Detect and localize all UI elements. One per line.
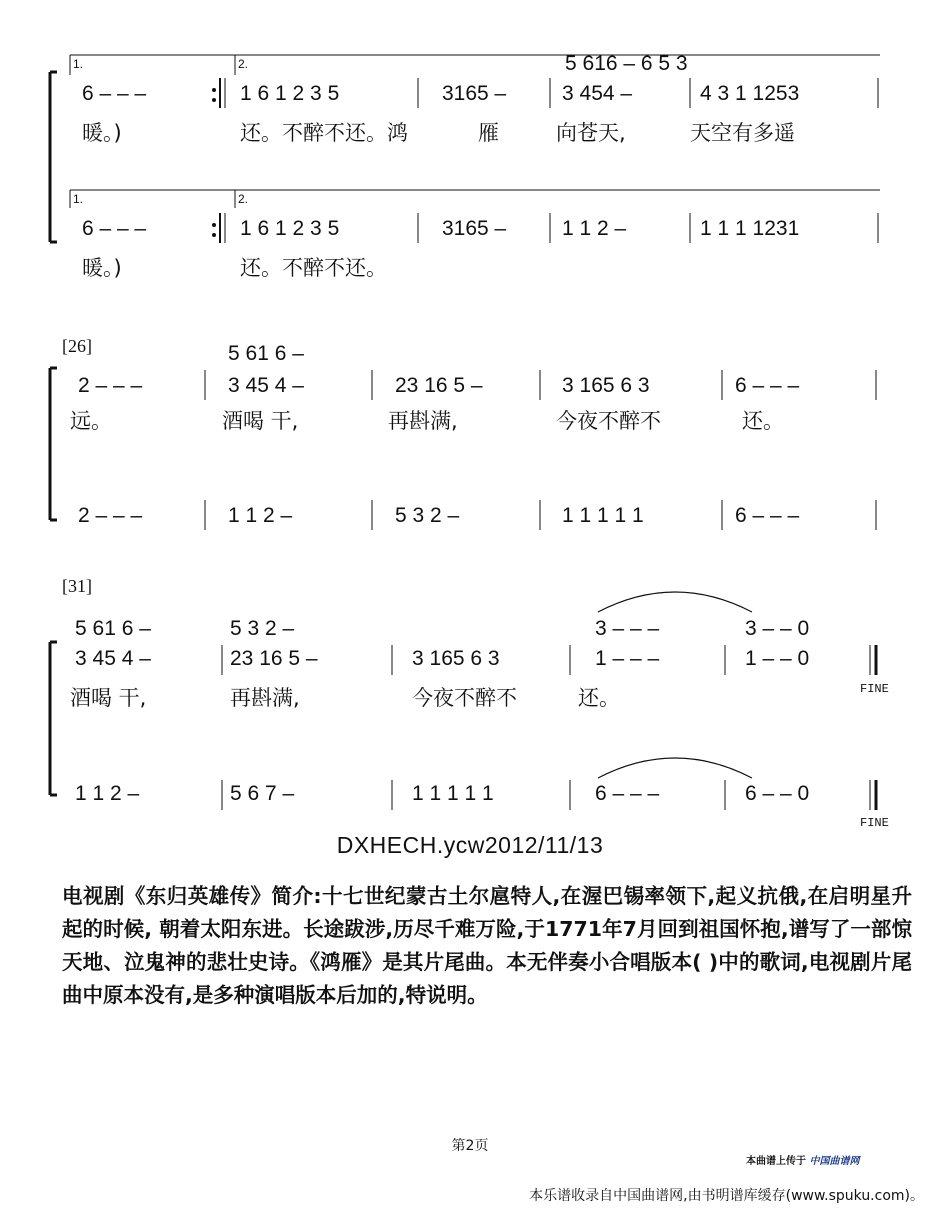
upper-top-notes-m2: 5 3 2 – [230, 617, 295, 640]
upper-notes-m5: 6 – – – [735, 374, 800, 397]
volta-1-label: 1. [73, 57, 84, 71]
measure-number-26: [26] [62, 336, 92, 356]
upper-lyrics-m4: 今夜不醉不 [556, 409, 661, 433]
upper-notes-m2: 23 16 5 – [230, 647, 318, 670]
upper-notes-m1: 3 45 4 – [75, 647, 151, 670]
system-bracket [50, 368, 57, 520]
page-number: 第2页 [451, 1138, 489, 1154]
lower-lyrics-m1: 暖。) [82, 256, 122, 280]
lower-notes-m2: 1 1 2 – [228, 504, 293, 527]
arranger-signature: DXHECH.ycw2012/11/13 [336, 832, 604, 858]
upper-lyrics-m5: 还。 [742, 409, 784, 433]
lower-lyrics-m2: 还。不醉不还。 [240, 256, 387, 280]
repeat-barline-lower [212, 213, 225, 243]
volta-2-label-lower: 2. [238, 192, 249, 206]
lower-notes-m2: 5 6 7 – [230, 782, 295, 805]
upper-lyrics-m2: 还。不醉不还。鸿 [240, 121, 408, 145]
upper-notes-m3: 3 165 6 3 [412, 647, 500, 670]
lower-notes-m3: 5 3 2 – [395, 504, 460, 527]
upper-notes-m4: 3 454 – [562, 82, 633, 105]
lower-notes-m1: 6 – – – [82, 217, 147, 240]
lower-notes-m1: 1 1 2 – [75, 782, 140, 805]
lower-notes-m2: 1 6 1 2 3 5 [240, 217, 340, 240]
upper-notes-m1: 6 – – – [82, 82, 147, 105]
upper-notes-m4: 3 165 6 3 [562, 374, 650, 397]
upper-notes-m2: 1 6 1 2 3 5 [240, 82, 340, 105]
upper-lyrics-m2: 酒喝 干, [222, 409, 299, 433]
lower-notes-m4: 1 1 2 – [562, 217, 627, 240]
lower-notes-m3: 1 1 1 1 1 [412, 782, 494, 805]
upper-top-notes: 5 61 6 – [228, 342, 304, 365]
lower-notes-m4: 1 1 1 1 1 [562, 504, 644, 527]
upper-top-notes-m5: 3 – – 0 [745, 617, 810, 640]
upper-lyrics-m4: 还。 [578, 686, 620, 710]
lower-notes-m3: 3165 – [442, 217, 507, 240]
tie-arc-lower [598, 758, 752, 778]
upper-lyrics-m2: 再斟满, [230, 686, 300, 710]
intro-paragraph: 电视剧《东归英雄传》简介:十七世纪蒙古土尔扈特人,在渥巴锡率领下,起义抗俄,在启明星升起的时候, 朝着太阳东进。长途跋涉,历尽千难万险,于1771年7月回到祖国怀抱,谱写了一部惊天地、泣鬼神的悲壮史诗。《鸿雁》是其片尾曲。本无伴奏小合唱版本( )中的歌词,电视剧片尾曲中原本没有,是多种演唱版本后加的,特说明。 [62, 884, 912, 1007]
upper-lyrics-m3: 今夜不醉不 [412, 686, 517, 710]
fine-mark: FINE [860, 682, 889, 696]
upper-notes-m5: 4 3 1 1253 [700, 82, 800, 105]
upper-notes-m5: 1 – – 0 [745, 647, 810, 670]
final-barline-lower [870, 780, 876, 810]
upload-note [746, 1152, 859, 1167]
upper-notes-m2: 3 45 4 – [228, 374, 304, 397]
lower-notes-m5: 6 – – 0 [745, 782, 810, 805]
system-1 [50, 52, 880, 280]
tie-arc [598, 592, 752, 612]
system-bracket [50, 72, 57, 242]
upper-lyrics-m5: 天空有多遥 [690, 121, 795, 145]
system-bracket [50, 642, 57, 795]
upper-lyrics-m1: 暖。) [82, 121, 122, 145]
upper-notes-m1: 2 – – – [78, 374, 143, 397]
upper-lyrics-m3: 再斟满, [388, 409, 458, 433]
lower-notes-m4: 6 – – – [595, 782, 660, 805]
system-2 [50, 336, 876, 530]
lower-notes-m5: 6 – – – [735, 504, 800, 527]
measure-number-31: [31] [62, 576, 92, 596]
upper-notes-m3: 3165 – [442, 82, 507, 105]
upper-notes-m3: 23 16 5 – [395, 374, 483, 397]
upper-top-notes-m4: 3 – – – [595, 617, 660, 640]
final-barline [870, 645, 876, 675]
upper-lyrics-m1: 远。 [70, 409, 112, 433]
footer-source: 本乐谱收录自中国曲谱网,由书明谱库缓存(www.spuku.com)。 [529, 1188, 924, 1204]
lower-notes-m5: 1 1 1 1231 [700, 217, 800, 240]
system-3 [50, 576, 889, 830]
upload-note-text: 本曲谱上传于 [746, 1156, 806, 1167]
upper-notes-m4: 1 – – – [595, 647, 660, 670]
volta-1-label-lower: 1. [73, 192, 84, 206]
upper-lyrics-m3: 雁 [478, 121, 499, 145]
upper-lyrics-m1: 酒喝 干, [70, 686, 147, 710]
upper-top-notes: 5 616 – 6 5 3 [565, 52, 688, 75]
fine-mark-lower: FINE [860, 816, 889, 830]
upper-top-notes-m1: 5 61 6 – [75, 617, 151, 640]
volta-2-label: 2. [238, 57, 249, 71]
repeat-barline [212, 78, 225, 108]
site-logo: 中国曲谱网 [809, 1156, 860, 1167]
upper-lyrics-m4: 向苍天, [556, 121, 626, 145]
lower-notes-m1: 2 – – – [78, 504, 143, 527]
